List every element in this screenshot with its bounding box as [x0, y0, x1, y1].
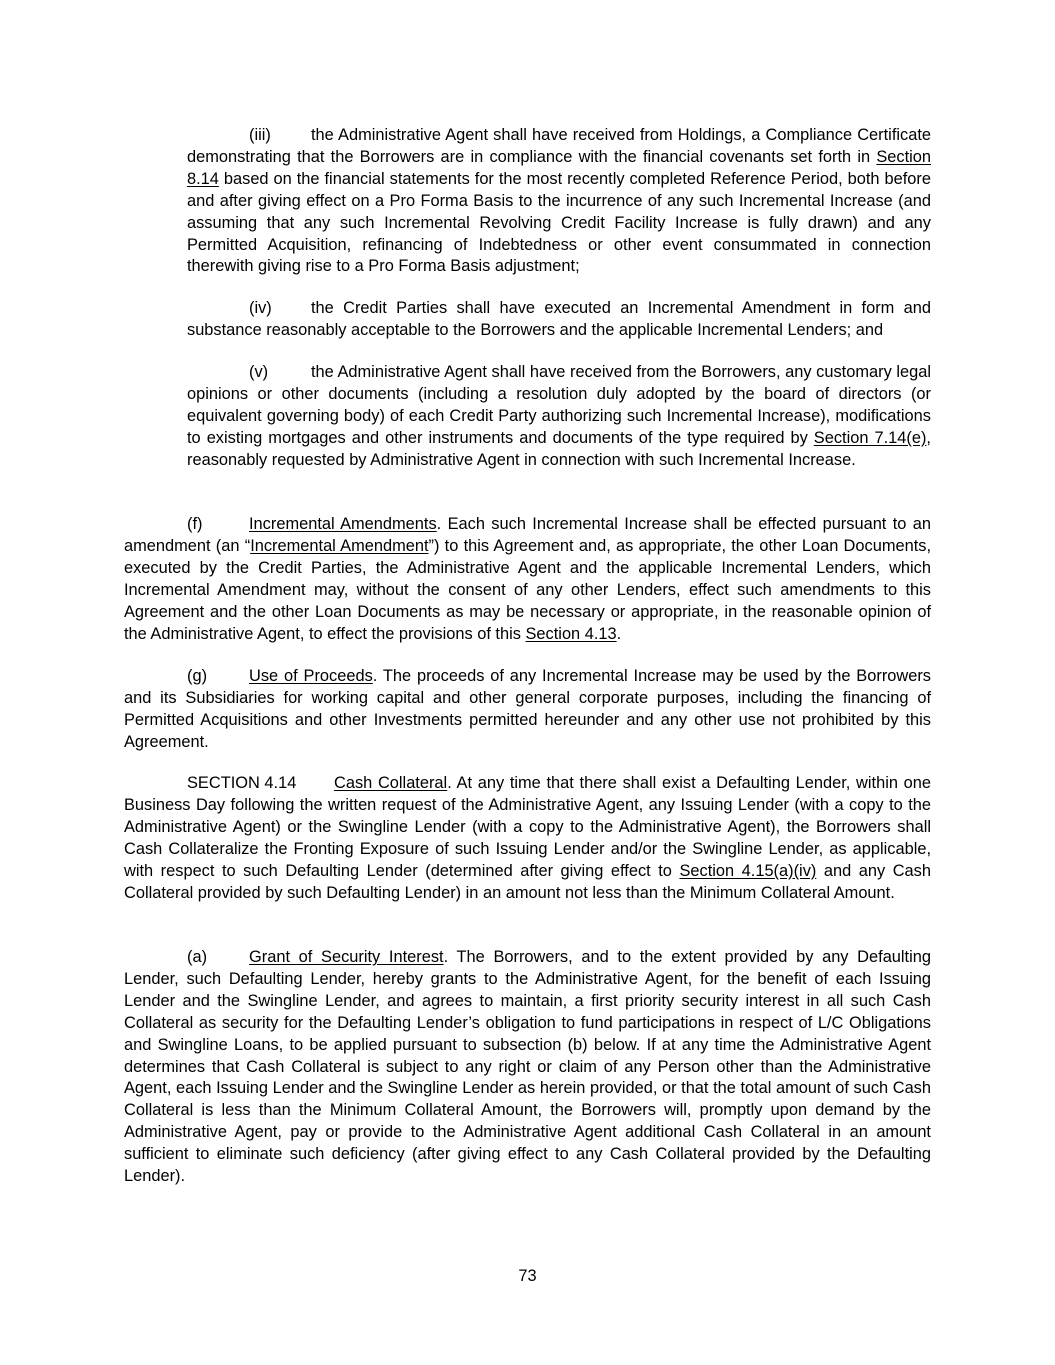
section-4-14-label: SECTION 4.14 — [187, 774, 297, 792]
paragraph-f-heading: Incremental Amendments — [249, 515, 437, 533]
paragraph-g-label: (g) — [187, 667, 208, 685]
section-4-14-heading: Cash Collateral — [334, 774, 448, 792]
paragraph-v-label: (v) — [249, 363, 269, 381]
paragraph-a-text: . The Borrowers, and to the extent provided by any Defaulting Lender, such Defaulting Lender, hereby grants to the Administrative Agent, for the benefit of each Issuing Lender and the Swingline Lender, and agrees to maintain, a first priority security interest in all such Cash Collateral as security for the Defaulting Lender’s obligation to fund participations in respect of L/C Obligations and Swingline Loans, to be applied pursuant to subsection (b) below. If at any time the Administrative Agent determines that Cash Collateral is subject to any right or claim of any Person other than the Administrative Agent, each Issuing Lender and the Swingline Lender as herein provided, or that the total amount of such Cash Collateral is less than the Minimum Collateral Amount, the Borrowers will, promptly upon demand by the Administrative Agent, pay or provide to the Administrative Agent additional Cash Collateral in an amount sufficient to eliminate such deficiency (after giving effect to any Cash Collateral provided by the Defaulting Lender). — [124, 948, 931, 1186]
section-4-14-text-2: and any Cash Collateral provided by such Defaulting Lender) in an amount not less than the Minimum Collateral Amount. — [124, 861, 931, 902]
section-8-14-ref: Section 8.14 — [187, 147, 931, 188]
paragraph-v — [187, 362, 931, 472]
paragraph-iv — [187, 298, 931, 342]
paragraph-f-label: (f) — [187, 515, 203, 533]
paragraph-f-text-2: ”) to this Agreement and, as appropriate, the other Loan Documents, executed by the Credit Parties, the Administrative Agent and the applicable Incremental Lenders, which Incremental Amendment may, without the consent of any other Lenders, effect such amendments to this Agreement and the other Loan Documents as may be necessary or appropriate, in the reasonable opinion of the Administrative Agent, to effect the provisions of this — [124, 536, 932, 643]
paragraph-f-text-1: . Each such Incremental Increase shall be effected pursuant to an amendment (an “ — [124, 515, 931, 555]
paragraph-iii-label: (iii) — [249, 126, 271, 144]
section-4-14 — [124, 773, 931, 904]
paragraph-v-text-1: the Administrative Agent shall have received from the Borrowers, any customary legal opinions or other documents (including a resolution duly adopted by the board of directors (or equivalent governing body) of each Credit Party authorizing such Incremental Increase), modifications to existing mortgages and other instruments and documents of the type required by — [187, 363, 931, 447]
section-4-14-text-1: . At any time that there shall exist a Defaulting Lender, within one Business Day following the written request of the Administrative Agent, any Issuing Lender (with a copy to the Administrative Agent) or the Swingline Lender (with a copy to the Administrative Agent), the Borrowers shall Cash Collateralize the Fronting Exposure of such Issuing Lender and/or the Swingline Lender, as applicable, with respect to such Defaulting Lender (determined after giving effect to — [124, 774, 931, 880]
paragraph-a-heading: Grant of Security Interest — [249, 948, 444, 966]
paragraph-a — [124, 947, 931, 1188]
paragraph-iii-text-2: based on the financial statements for the most recently completed Reference Period, both before and after giving effect on a Pro Forma Basis to the incurrence of any such Incremental Increase (and assuming that any such Incremental Revolving Credit Facility Increase is fully drawn) and any Permitted Acquisition, refinancing of Indebtedness or other event consummated in connection therewith giving rise to a Pro Forma Basis adjustment; — [187, 169, 931, 276]
section-4-15-ref: Section 4.15(a)(iv) — [679, 861, 817, 880]
paragraph-g-heading: Use of Proceeds — [249, 667, 373, 685]
paragraph-g — [124, 666, 931, 754]
paragraph-iii-text-1: the Administrative Agent shall have received from Holdings, a Compliance Certificate demonstrating that the Borrowers are in compliance with the financial covenants set forth in — [187, 126, 931, 166]
paragraph-iii — [187, 125, 931, 278]
paragraph-v-text-2: , reasonably requested by Administrative Agent in connection with such Incremental Increase. — [187, 428, 931, 469]
page-number: 73 — [518, 1267, 537, 1285]
paragraph-a-label: (a) — [187, 948, 208, 966]
section-7-14e-ref: Section 7.14(e) — [813, 428, 927, 447]
paragraph-g-text: . The proceeds of any Incremental Increase may be used by the Borrowers and its Subsidiaries for working capital and other general corporate purposes, including the financing of Permitted Acquisitions and other Investments permitted hereunder and any other use not prohibited by this Agreement. — [124, 667, 931, 751]
paragraph-f — [124, 514, 931, 645]
section-4-13-ref: Section 4.13 — [525, 624, 617, 643]
paragraph-f-text-3: . — [616, 624, 622, 643]
incremental-amendment-term: Incremental Amendment — [250, 536, 429, 555]
paragraph-iv-text: the Credit Parties shall have executed an Incremental Amendment in form and substance reasonably acceptable to the Borrowers and the applicable Incremental Lenders; and — [187, 299, 931, 339]
paragraph-iv-label: (iv) — [249, 299, 272, 317]
